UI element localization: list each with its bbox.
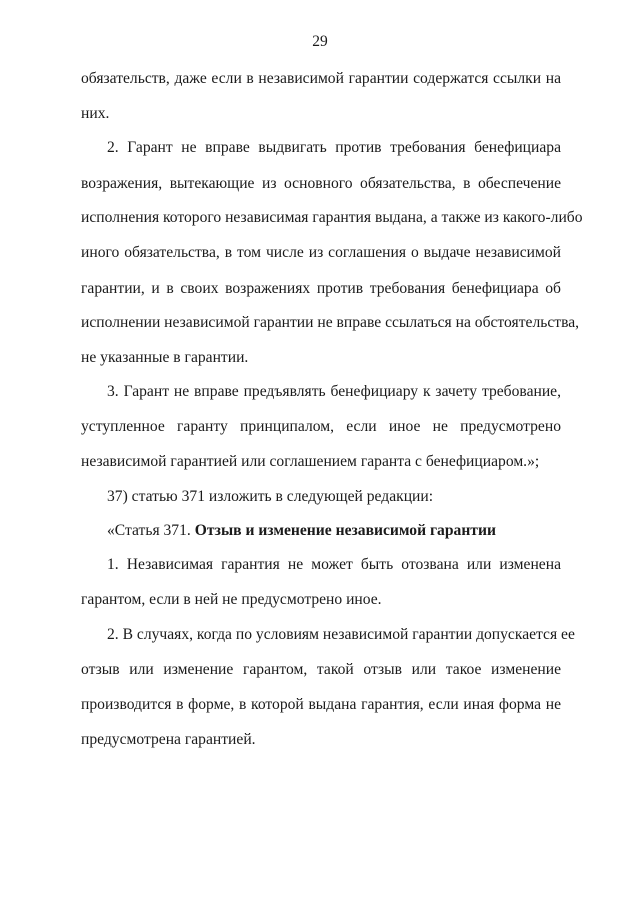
text-line: отзыв или изменение гарантом, такой отзыв или такое изменение (81, 661, 561, 678)
text-line: уступленное гаранту принципалом, если иное не предусмотрено (81, 418, 561, 435)
text-line: гарантии, и в своих возражениях против требования бенефициара об (81, 280, 561, 297)
text-line: независимой гарантией или соглашением гаранта с бенефициаром.»; (81, 453, 540, 470)
text-line: исполнении независимой гарантии не вправе ссылаться на обстоятельства, (81, 314, 580, 331)
text-line: 3. Гарант не вправе предъявлять бенефициару к зачету требование, (107, 383, 561, 400)
article-heading-prefix: «Статья 371. (107, 522, 195, 539)
page-number: 29 (312, 33, 328, 50)
text-line: не указанные в гарантии. (81, 349, 249, 366)
text-line: производится в форме, в которой выдана гарантия, если иная форма не (81, 696, 561, 713)
text-line: них. (81, 105, 110, 122)
text-line: 1. Независимая гарантия не может быть отозвана или изменена (107, 556, 561, 573)
text-line: 2. В случаях, когда по условиям независимой гарантии допускается ее (107, 626, 575, 643)
text-line: 2. Гарант не вправе выдвигать против требования бенефициара (107, 139, 561, 156)
text-line: 37) статью 371 изложить в следующей редакции: (107, 488, 434, 505)
text-line: возражения, вытекающие из основного обязательства, в обеспечение (81, 175, 561, 192)
text-line: обязательств, даже если в независимой гарантии содержатся ссылки на (81, 70, 561, 87)
text-line: исполнения которого независимая гарантия выдана, а также из какого-либо (81, 209, 583, 226)
text-line: гарантом, если в ней не предусмотрено иное. (81, 591, 382, 608)
text-line: иного обязательства, в том числе из соглашения о выдаче независимой (81, 244, 561, 261)
article-heading (107, 521, 561, 541)
text-line: предусмотрена гарантией. (81, 731, 256, 748)
article-heading-title: Отзыв и изменение независимой гарантии (194, 522, 496, 539)
